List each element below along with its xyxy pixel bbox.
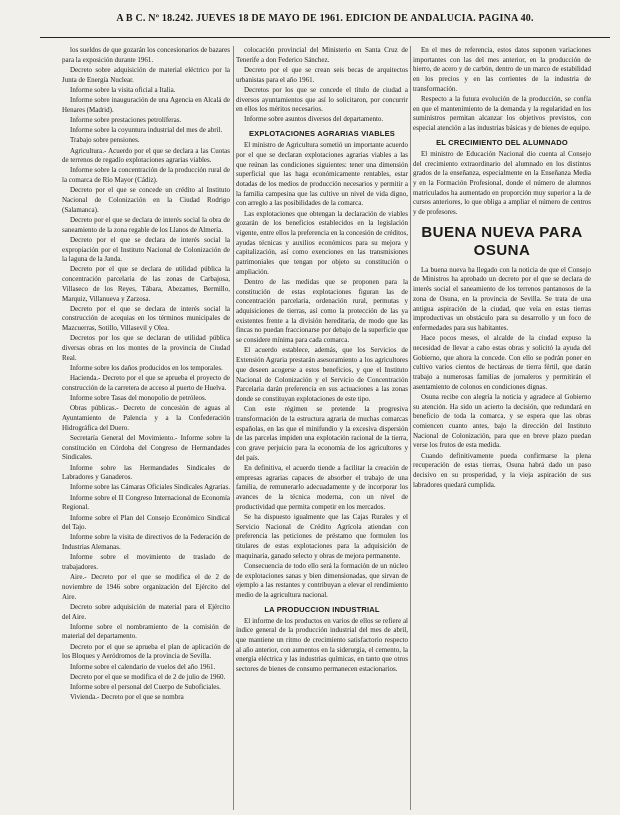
article-paragraph: En definitiva, el acuerdo tiende a facilitar la creación de empresas agrarias capaces de absorber el trabajo de una familia, de remunerarlo adecuadamente y de incorporar los avances de la técnica moderna, con un nivel de productividad que permita competir en los mercados. xyxy=(236,463,408,511)
article-paragraph: Se ha dispuesto igualmente que las Cajas Rurales y el Servicio Nacional de Crédito Agrícola atiendan con preferencia las peticiones de préstamo que formulen los titulares de estas explotaciones para la adquisición de maquinaria, ganado selecto y obras de mejora permanente. xyxy=(236,512,408,560)
article-paragraph: Obras públicas.- Decreto de concesión de aguas al Ayuntamiento de Palencia y a la Confederación Hidrográfica del Duero. xyxy=(62,404,230,432)
article-paragraph: Informe sobre la visita oficial a Italia. xyxy=(70,85,176,94)
article-paragraph: Informe sobre la coyuntura industrial del mes de abril. xyxy=(70,126,223,135)
article-paragraph: Dentro de las medidas que se proponen para la constitución de estas explotaciones figuran las de concentración parcelaria, ordenación rural, permutas y adquisiciones de tierras, así como la protección de las ya existentes frente a la división hereditaria, de modo que las fincas no puedan fraccionarse por debajo de la superficie que se considere mínima para cada comarca. xyxy=(236,277,408,345)
article-paragraph: Informe sobre el II Congreso Internacional de Economía Regional. xyxy=(62,493,230,512)
article-paragraph: Decreto sobre adquisición de material para el Ejército del Aire. xyxy=(62,602,230,621)
article-paragraph: El informe de los productos en varios de ellos se refiere al índice general de la producción industrial del mes de abril, que mantiene un ritmo de crecimiento satisfactorio respecto al año anterior, con aumentos en la siderurgia, el cemento, la energía eléctrica y las industrias químicas, en tanto que otros sectores de bienes de consumo permanecen estacionarios. xyxy=(236,616,408,674)
article-paragraph: Decretos por los que se concede el título de ciudad a diversos ayuntamientos que así lo solicitaron, por concurrir en ellos los méritos necesarios. xyxy=(236,85,408,114)
article-paragraph: Decreto por el que se declara de interés social la expropiación por el Instituto Nacional de Colonización de la laguna de la Janda. xyxy=(62,235,230,264)
article-paragraph: Informe sobre el calendario de vuelos del año 1961. xyxy=(70,662,216,671)
article-paragraph: Agricultura.- Acuerdo por el que se declara a las Cuotas de terrenos de regadío explotaciones agrarias viables. xyxy=(62,146,230,165)
article-paragraph: Informe sobre el nombramiento de la comisión de material del departamento. xyxy=(62,622,230,641)
section-heading-alumnado: EL CRECIMIENTO DEL ALUMNADO xyxy=(436,137,568,147)
article-paragraph: La buena nueva ha llegado con la noticia de que el Consejo de Ministros ha aprobado un decreto por el que se declara de interés social el saneamiento de los terrenos pantanosos de la zona de Osuna, en la provincia de Sevilla. Se trata de una antigua aspiración de la ciudad, que veía en estas tierras improductivas un obstáculo para su desarrollo y un foco de enfermedades para sus habitantes. xyxy=(413,265,591,332)
article-paragraph: Respecto a la futura evolución de la producción, se confía en que el mantenimiento de la demanda y la regularidad en los suministros permitan alcanzar los objetivos previstos, con especial atención a las industrias básicas y de bienes de equipo. xyxy=(413,95,591,133)
article-paragraph: Informe sobre las Cámaras Oficiales Sindicales Agrarias. xyxy=(70,483,230,492)
article-paragraph: Cuando definitivamente pueda confirmarse la plena recuperación de estas tierras, Osuna habrá dado un paso decisivo en su prosperidad, y la vieja aspiración de sus labradores quedará cumplida. xyxy=(413,451,591,489)
article-paragraph: Informe sobre el movimiento de traslado de trabajadores. xyxy=(62,553,230,572)
article-paragraph: Informe sobre el Plan del Consejo Económico Sindical del Tajo. xyxy=(62,513,230,532)
article-paragraph: Las explotaciones que obtengan la declaración de viables gozarán de los beneficios establecidos en la legislación vigente, entre ellos la preferencia en la concesión de créditos, ayudas técnicas y auxilios económicos para su mejora y capitalización, así como exenciones en las transmisiones patrimoniales que tengan por objeto su constitución o ampliación. xyxy=(236,209,408,276)
column-2 xyxy=(236,46,408,810)
publication-line: A B C. Nº 18.242. JUEVES 18 DE MAYO DE 1961. EDICION DE ANDALUCIA. PAGINA 40. xyxy=(116,13,534,24)
article-paragraph: Con este régimen se pretende la progresiva transformación de la estructura agraria de muchas comarcas españolas, en las que el minifundio y la excesiva dispersión de las parcelas impiden una explotación racional de la tierra, con grave perjuicio para la economía de los agricultores y del país. xyxy=(236,405,408,462)
section-heading-explotaciones: EXPLOTACIONES AGRARIAS VIABLES xyxy=(248,129,395,139)
article-paragraph: En el mes de referencia, estos datos suponen variaciones importantes con las del mes anterior, en la producción de hierro, de acero y de carbón, dentro de un marco de estabilidad en los precios y en las corrientes de la industria de transformación. xyxy=(413,46,591,93)
section-heading-produccion: LA PRODUCCION INDUSTRIAL xyxy=(264,604,380,614)
headline-osuna: BUENA NUEVA PARA OSUNA xyxy=(421,223,583,259)
article-paragraph: Informe sobre la concentración de la producción rural de la comarca de Río Mayor (Cádiz). xyxy=(62,166,230,185)
article-paragraph: Secretaría General del Movimiento.- Informe sobre la constitución en Córdoba del Congreso de Hermandades Sindicales. xyxy=(62,433,230,462)
article-paragraph: Aire.- Decreto por el que se modifica el de 2 de noviembre de 1946 sobre organización del Ejército del Aire. xyxy=(62,573,230,601)
article-paragraph: los sueldos de que gozarán los concesionarios de bazares para la exposición durante 1961. xyxy=(62,46,230,64)
article-paragraph: Informe sobre Tasas del monopolio de petróleos. xyxy=(70,394,207,403)
article-paragraph: Decreto por el que se declara de utilidad pública la concentración parcelaria de las zonas de Carbajosa, Villaseco de los Reyes, Tábara, Abezames, Bermillo, Marquiz, Villanueva y Zarzosa. xyxy=(62,265,230,303)
article-paragraph: Consecuencia de todo ello será la formación de un núcleo de explotaciones sanas y bien dimensionadas, que sirvan de ejemplo a las restantes y contribuyan a elevar el rendimiento medio de la agricultura nacional. xyxy=(236,561,408,599)
article-paragraph: Informe sobre prestaciones petrolíferas. xyxy=(70,115,182,124)
article-paragraph: Decretos por los que se declaran de utilidad pública diversas obras en los montes de la provincia de Ciudad Real. xyxy=(62,334,230,362)
article-paragraph: Vivienda.- Decreto por el que se nombra xyxy=(70,693,184,702)
article-paragraph: colocación provincial del Ministerio en Santa Cruz de Tenerife a don Federico Sánchez. xyxy=(236,46,408,64)
article-paragraph: Hacienda.- Decreto por el que se aprueba el proyecto de construcción de la carretera de acceso al puerto de Huelva. xyxy=(62,374,230,392)
column-3 xyxy=(413,46,591,810)
article-paragraph: Decreto por el que se crean seis becas de arquitectos urbanistas para el año 1961. xyxy=(236,65,408,84)
article-paragraph: Decreto por el que se declara de interés social la construcción de acequias en los términos municipales de Mazcuerras, Sotillo, Villasevil y Olea. xyxy=(62,304,230,333)
article-paragraph: El ministro de Agricultura sometió un importante acuerdo por el que se declaran explotaciones agrarias viables a las que reúnan las condiciones siguientes: tener una dimensión superficial que las haga económicamente rentables, estar dotadas de los medios de producción necesarios y permitir a la familia campesina que las cultive un nivel de vida digno, con arreglo a las posibilidades de la comarca. xyxy=(236,141,408,208)
column-rule xyxy=(233,46,234,810)
article-paragraph: Informe sobre el personal del Cuerpo de Suboficiales. xyxy=(70,683,221,691)
page-header xyxy=(40,8,610,38)
article-paragraph: Decreto por el que se concede un crédito al Instituto Nacional de Colonización en la Ciudad Rodrigo (Salamanca). xyxy=(62,186,230,214)
article-paragraph: Informe sobre los daños producidos en los temporales. xyxy=(70,364,223,372)
article-paragraph: Informe sobre inauguración de una Agencia en Alcalá de Henares (Madrid). xyxy=(62,96,230,114)
article-paragraph: Osuna recibe con alegría la noticia y agradece al Gobierno su atención. Ha sido un acierto la decisión, que redundará en beneficio de toda la comarca, y se espera que las obras comiencen cuanto antes, bajo la dirección del Instituto Nacional de Colonización, para que en breve plazo puedan verse los frutos de esta medida. xyxy=(413,392,591,450)
article-paragraph: Decreto sobre adquisición de material eléctrico por la Junta de Energía Nuclear. xyxy=(62,65,230,84)
article-paragraph: Trabajo sobre pensiones. xyxy=(70,136,140,145)
article-paragraph: Hace pocos meses, el alcalde de la ciudad expuso la necesidad de llevar a cabo estas obras y solicitó la ayuda del Gobierno, que ahora la concede. Con ello se podrán poner en cultivo varios cientos de hectáreas de tierra fértil, que darán trabajo a numerosas familias de jornaleros y permitirán el asentamiento de colonos en condiciones dignas. xyxy=(413,334,591,391)
article-paragraph: Informe sobre la visita de directivos de la Federación de Industrias Alemanas. xyxy=(62,533,230,552)
article-paragraph: Decreto por el que se aprueba el plan de aplicación de los Bloques y Aeródromos de la provincia de Sevilla. xyxy=(62,642,230,661)
article-paragraph: Decreto por el que se modifica el de 2 de julio de 1960. xyxy=(70,672,226,681)
article-paragraph: Decreto por el que se declara de interés social la obra de saneamiento de la zona regable de los Llanos de Almería. xyxy=(62,215,230,234)
article-paragraph: El acuerdo establece, además, que los Servicios de Extensión Agraria prestarán asesoramiento a los agricultores que deseen acogerse a estos beneficios, y que el Instituto Nacional de Colonización y el Servicio de Concentración Parcelaria darán preferencia en sus actuaciones a las zonas donde se constituyan explotaciones de este tipo. xyxy=(236,346,408,403)
article-paragraph: Informe sobre las Hermandades Sindicales de Labradores y Ganaderos. xyxy=(62,463,230,482)
column-rule xyxy=(410,46,411,810)
column-1 xyxy=(62,46,230,810)
article-paragraph: El ministro de Educación Nacional dio cuenta al Consejo del crecimiento extraordinario del alumnado en los distintos grados de la enseñanza, especialmente en la Enseñanza Media y en la Formación Profesional, donde el número de alumnos matriculados ha aumentado en proporción muy superior a la de cursos anteriores, lo que obliga a ampliar el número de centros y de profesores. xyxy=(413,149,591,217)
article-paragraph: Informe sobre asuntos diversos del departamento. xyxy=(244,115,384,124)
